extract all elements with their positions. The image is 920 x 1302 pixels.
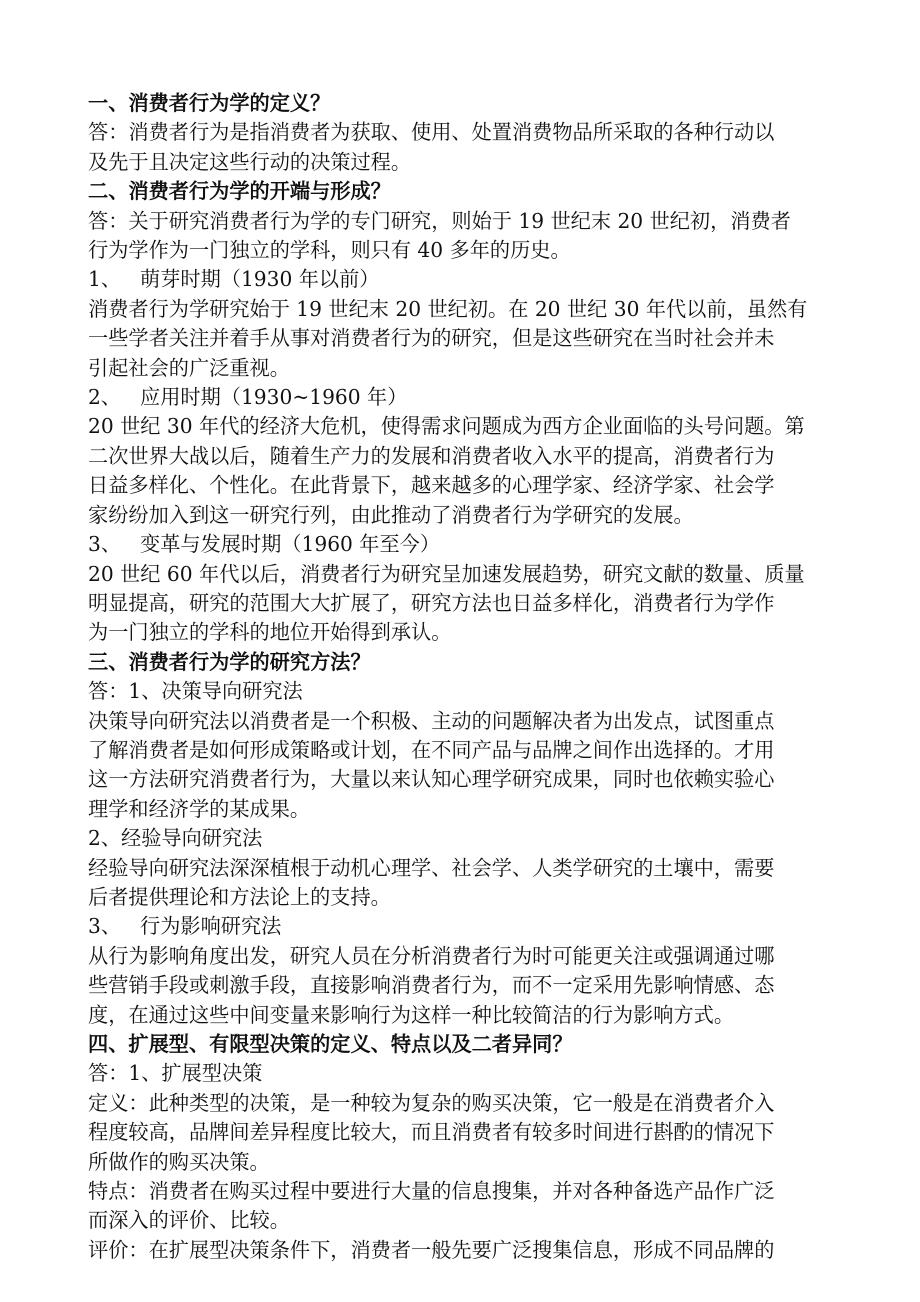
body-line: 一些学者关注并着手从事对消费者行为的研究，但是这些研究在当时社会并未 [88,326,775,351]
numbered-item [88,530,838,559]
body-line: 引起社会的广泛重视。 [88,355,290,380]
body-line: 答：1、扩展型决策 [88,1061,263,1086]
body-line: 了解消费者是如何形成策略或计划，在不同产品与品牌之间作出选择的。才用 [88,737,775,762]
body-line: 这一方法研究消费者行为，大量以来认知心理学研究成果，同时也依赖实验心 [88,767,775,792]
item-number: 3、 [88,532,122,557]
body-line: 特点：消费者在购买过程中要进行大量的信息搜集，并对各种备选产品作广泛 [88,1179,775,1204]
body-line: 答：关于研究消费者行为学的专门研究，则始于 19 世纪末 20 世纪初，消费者 [88,208,791,233]
body-line: 明显提高，研究的范围大大扩展了，研究方法也日益多样化，消费者行为学作 [88,590,775,615]
body-line: 经验导向研究法深深植根于动机心理学、社会学、人类学研究的土壤中，需要 [88,855,775,880]
body-line: 答：消费者行为是指消费者为获取、使用、处置消费物品所采取的各种行动以 [88,120,775,145]
body-line: 些营销手段或刺激手段，直接影响消费者行为，而不一定采用先影响情感、态 [88,973,775,998]
body-line: 2、经验导向研究法 [88,826,263,851]
body-line: 决策导向研究法以消费者是一个积极、主动的问题解决者为出发点，试图重点 [88,708,775,733]
body-line: 消费者行为学研究始于 19 世纪末 20 世纪初。在 20 世纪 30 年代以前，虽然有 [88,296,808,321]
body-line: 为一门独立的学科的地位开始得到承认。 [88,620,452,645]
item-number: 3、 [88,914,122,939]
numbered-item [88,383,838,412]
body-line: 从行为影响角度出发，研究人员在分析消费者行为时可能更关注或强调通过哪 [88,943,775,968]
body-line: 二次世界大战以后，随着生产力的发展和消费者收入水平的提高，消费者行为 [88,443,775,468]
item-title: 应用时期（1930~1960 年） [140,385,408,410]
body-line: 20 世纪 30 年代的经济大危机，使得需求问题成为西方企业面临的头号问题。第 [88,414,805,439]
body-line: 日益多样化、个性化。在此背景下，越来越多的心理学家、经济学家、社会学 [88,473,775,498]
item-title: 变革与发展时期（1960 年至今） [140,532,441,557]
body-line: 行为学作为一门独立的学科，则只有 40 多年的历史。 [88,238,571,263]
body-line: 答：1、决策导向研究法 [88,679,303,704]
item-number: 1、 [88,267,122,292]
numbered-item [88,265,838,294]
body-line: 家纷纷加入到这一研究行列，由此推动了消费者行为学研究的发展。 [88,502,694,527]
numbered-item [88,912,838,941]
body-line: 理学和经济学的某成果。 [88,796,311,821]
item-title: 萌芽时期（1930 年以前） [140,267,380,292]
body-line: 及先于且决定这些行动的决策过程。 [88,149,412,174]
body-line: 程度较高，品牌间差异程度比较大，而且消费者有较多时间进行斟酌的情况下 [88,1120,775,1145]
body-line: 定义：此种类型的决策，是一种较为复杂的购买决策，它一般是在消费者介入 [88,1090,775,1115]
item-title: 行为影响研究法 [140,914,282,939]
body-line: 后者提供理论和方法论上的支持。 [88,884,391,909]
body-line: 而深入的评价、比较。 [88,1208,290,1233]
section-heading: 四、扩展型、有限型决策的定义、特点以及二者异同？ [88,1032,573,1056]
body-line: 度，在通过这些中间变量来影响行为这样一种比较简洁的行为影响方式。 [88,1002,735,1027]
item-number: 2、 [88,385,122,410]
body-line: 所做作的购买决策。 [88,1149,270,1174]
body-line: 评价：在扩展型决策条件下，消费者一般先要广泛搜集信息，形成不同品牌的 [88,1237,775,1262]
body-line: 20 世纪 60 年代以后，消费者行为研究呈加速发展趋势，研究文献的数量、质量 [88,561,805,586]
section-heading: 三、消费者行为学的研究方法？ [88,649,371,674]
section-heading: 一、消费者行为学的定义？ [88,91,331,115]
section-heading: 二、消费者行为学的开端与形成？ [88,179,391,204]
